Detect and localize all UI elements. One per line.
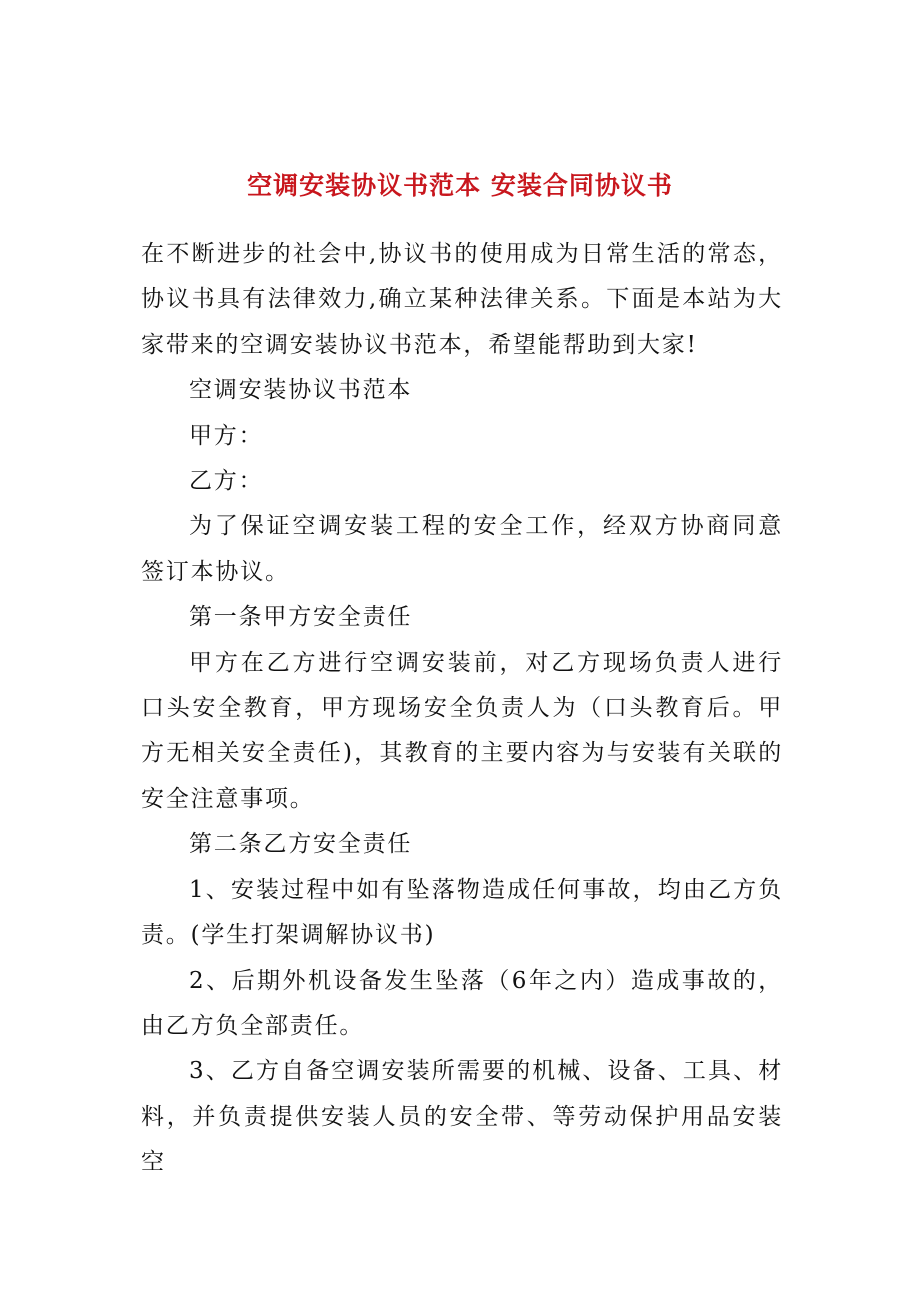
paragraph-clause-2: 2、后期外机设备发生坠落（6年之内）造成事故的，由乙方负全部责任。: [141, 967, 783, 1039]
paragraph-party-a: 甲方：: [189, 422, 264, 449]
paragraph-article-2-title: 第二条乙方安全责任: [189, 831, 413, 858]
paragraph-article-1-title: 第一条甲方安全责任: [189, 604, 413, 631]
paragraph-heading: 空调安装协议书范本: [189, 377, 413, 404]
paragraph-clause-3: 3、乙方自备空调安装所需要的机械、设备、工具、材料，并负责提供安装人员的安全带、等劳动保护用品安装空: [141, 1058, 783, 1176]
paragraph-clause-1: 1、安装过程中如有坠落物造成任何事故，均由乙方负责。(学生打架调解协议书): [141, 876, 783, 949]
paragraph-article-1-body: 甲方在乙方进行空调安装前，对乙方现场负责人进行口头安全教育，甲方现场安全负责人为（口头教育后。甲方无相关安全责任)，其教育的主要内容为与安装有关联的安全注意事项。: [141, 649, 783, 812]
paragraph-intro: 在不断进步的社会中,协议书的使用成为日常生活的常态，协议书具有法律效力,确立某种法律关系。下面是本站为大家带来的空调安装协议书范本，希望能帮助到大家!: [141, 241, 783, 358]
document-title: 空调安装协议书范本 安装合同协议书: [247, 171, 673, 200]
document-body: [141, 232, 783, 1186]
paragraph-purpose: 为了保证空调安装工程的安全工作，经双方协商同意签订本协议。: [141, 513, 783, 585]
paragraph-party-b: 乙方：: [189, 468, 264, 495]
